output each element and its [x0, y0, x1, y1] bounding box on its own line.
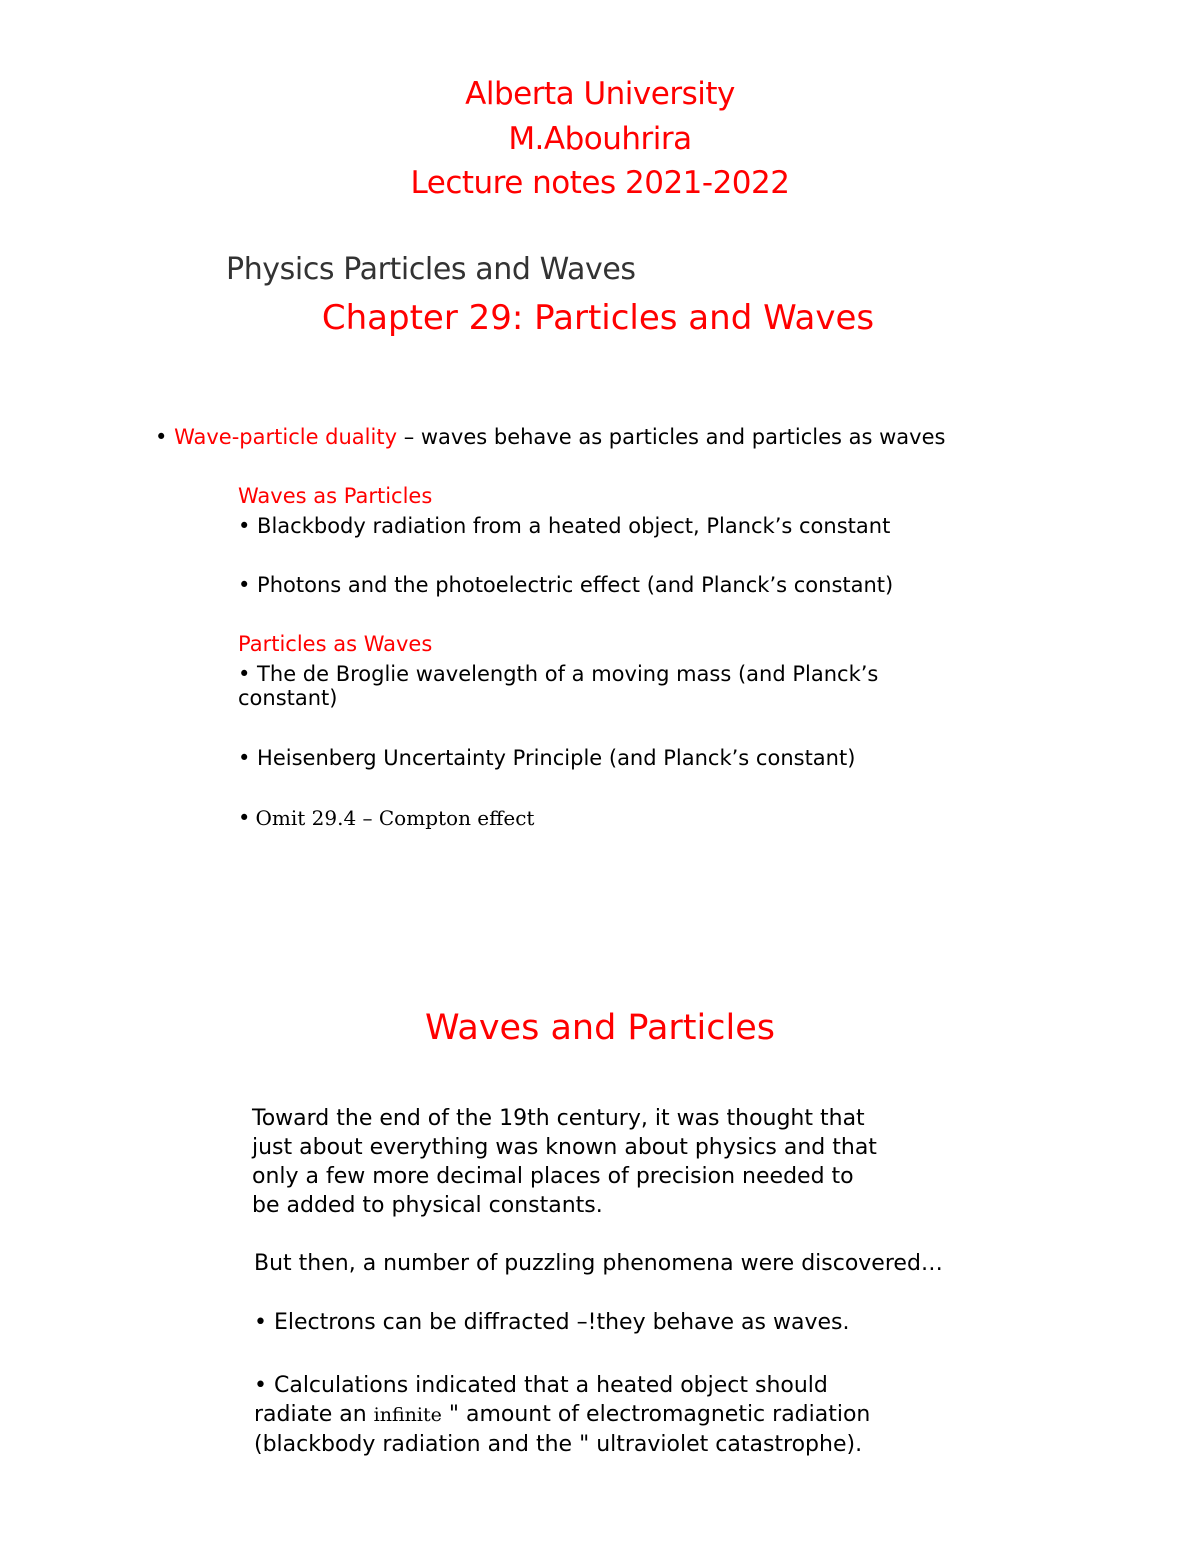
- subject-title: Physics Particles and Waves: [226, 252, 636, 287]
- list-item: [254, 1371, 870, 1459]
- waves-as-particles-heading: Waves as Particles: [238, 484, 433, 508]
- paragraph-line: Toward the end of the 19th century, it was thought that: [252, 1106, 865, 1131]
- paragraph-2: But then, a number of puzzling phenomena were discovered…: [254, 1251, 943, 1276]
- list-item: • Electrons can be diffracted –!they behave as waves.: [254, 1310, 850, 1335]
- lecture-term: Lecture notes 2021-2022: [410, 165, 790, 201]
- paragraph-line: (blackbody radiation and the " ultraviolet catastrophe).: [254, 1432, 863, 1457]
- list-item: • The de Broglie wavelength of a moving mass (and Planck’s: [238, 662, 879, 686]
- particles-as-waves-heading: Particles as Waves: [238, 632, 433, 656]
- paragraph-line: • Calculations indicated that a heated object should: [254, 1373, 828, 1398]
- paragraph-line: only a few more decimal places of precision needed to: [252, 1164, 854, 1189]
- list-item: • Heisenberg Uncertainty Principle (and Planck’s constant): [238, 746, 856, 770]
- key-term: Wave-particle duality: [174, 425, 398, 449]
- intro-bullet-text: – waves behave as particles and particles as waves: [397, 425, 946, 449]
- section-title: Waves and Particles: [425, 1008, 775, 1048]
- bullet-glyph: •: [238, 806, 251, 830]
- emphasis-text: infinite: [373, 1404, 442, 1426]
- intro-bullet: [155, 425, 945, 449]
- chapter-title: Chapter 29: Particles and Waves: [321, 298, 875, 338]
- list-item: • Photons and the photoelectric effect (and Planck’s constant): [238, 573, 894, 597]
- author-name: M.Abouhrira: [508, 121, 692, 157]
- institution-name: Alberta University: [465, 76, 735, 112]
- bullet-glyph: •: [155, 425, 168, 449]
- paragraph-line: just about everything was known about physics and that: [252, 1135, 877, 1160]
- omit-note: [238, 806, 534, 830]
- paragraph-line: [254, 1400, 870, 1430]
- paragraph-1: [252, 1104, 877, 1220]
- paragraph-line: be added to physical constants.: [252, 1193, 603, 1218]
- line-text: " amount of electromagnetic radiation: [441, 1402, 871, 1427]
- line-text: radiate an: [254, 1402, 374, 1427]
- list-item-continuation: constant): [238, 686, 338, 710]
- omit-text: Omit 29.4 – Compton effect: [255, 806, 535, 830]
- list-item: • Blackbody radiation from a heated object, Planck’s constant: [238, 514, 891, 538]
